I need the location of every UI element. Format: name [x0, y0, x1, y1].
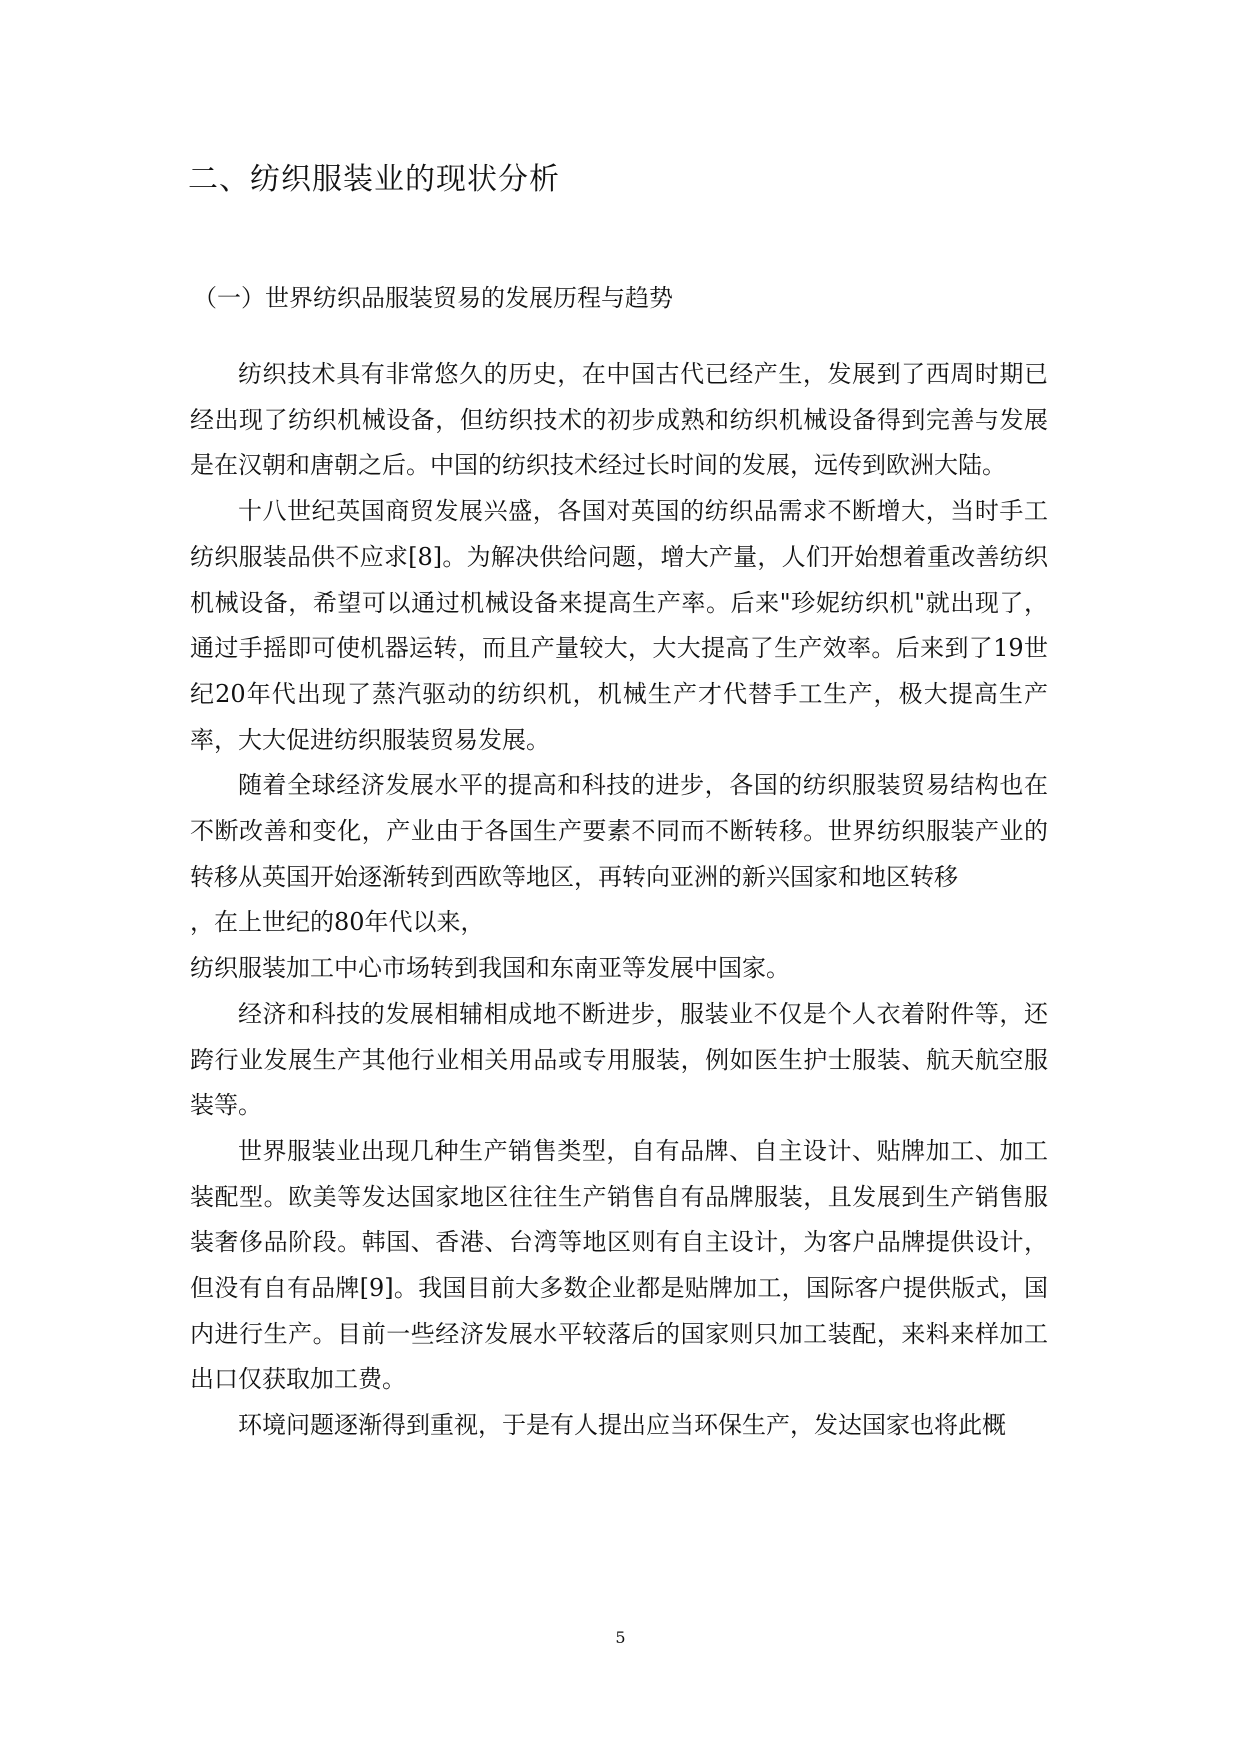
paragraph: 环境问题逐渐得到重视，于是有人提出应当环保生产，发达国家也将此概: [238, 1411, 1006, 1440]
body-text: [190, 352, 1048, 1449]
section-heading: （一）世界纺织品服装贸易的发展历程与趋势: [193, 284, 673, 312]
chapter-heading: 二、纺织服装业的现状分析: [188, 162, 560, 197]
paragraph-fragment: ，在上世纪的80年代以来，: [190, 908, 485, 937]
paragraph: 世界服装业出现几种生产销售类型，自有品牌、自主设计、贴牌加工、加工装配型。欧美等发达国家地区往往生产销售自有品牌服装，且发展到生产销售服装奢侈品阶段。韩国、香港、台湾等地区则有自主设计，为客户品牌提供设计，但没有自有品牌[9]。我国目前大多数企业都是贴牌加工，国际客户提供版式，国内进行生产。目前一些经济发展水平较落后的国家则只加工装配，来料来样加工出口仅获取加工费。: [190, 1136, 1048, 1394]
paragraph: 随着全球经济发展水平的提高和科技的进步，各国的纺织服装贸易结构也在不断改善和变化，产业由于各国生产要素不同而不断转移。世界纺织服装产业的转移从英国开始逐渐转到西欧等地区，再转向亚洲的新兴国家和地区转移: [190, 771, 1048, 891]
paragraph: 纺织技术具有非常悠久的历史，在中国古代已经产生，发展到了西周时期已经出现了纺织机械设备，但纺织技术的初步成熟和纺织机械设备得到完善与发展是在汉朝和唐朝之后。中国的纺织技术经过长时间的发展，远传到欧洲大陆。: [190, 360, 1048, 480]
page-number: 5: [615, 1628, 626, 1647]
paragraph: 经济和科技的发展相辅相成地不断进步，服装业不仅是个人衣着附件等，还跨行业发展生产其他行业相关用品或专用服装，例如医生护士服装、航天航空服装等。: [190, 999, 1048, 1120]
paragraph: 十八世纪英国商贸发展兴盛，各国对英国的纺织品需求不断增大，当时手工纺织服装品供不应求[8]。为解决供给问题，增大产量，人们开始想着重改善纺织机械设备，希望可以通过机械设备来提高生产率。后来"珍妮纺织机"就出现了，通过手摇即可使机器运转，而且产量较大，大大提高了生产效率。后来到了19世纪20年代出现了蒸汽驱动的纺织机，机械生产才代替手工生产，极大提高生产率，大大促进纺织服装贸易发展。: [190, 497, 1048, 754]
paragraph-fragment: 纺织服装加工中心市场转到我国和东南亚等发展中国家。: [190, 954, 790, 983]
